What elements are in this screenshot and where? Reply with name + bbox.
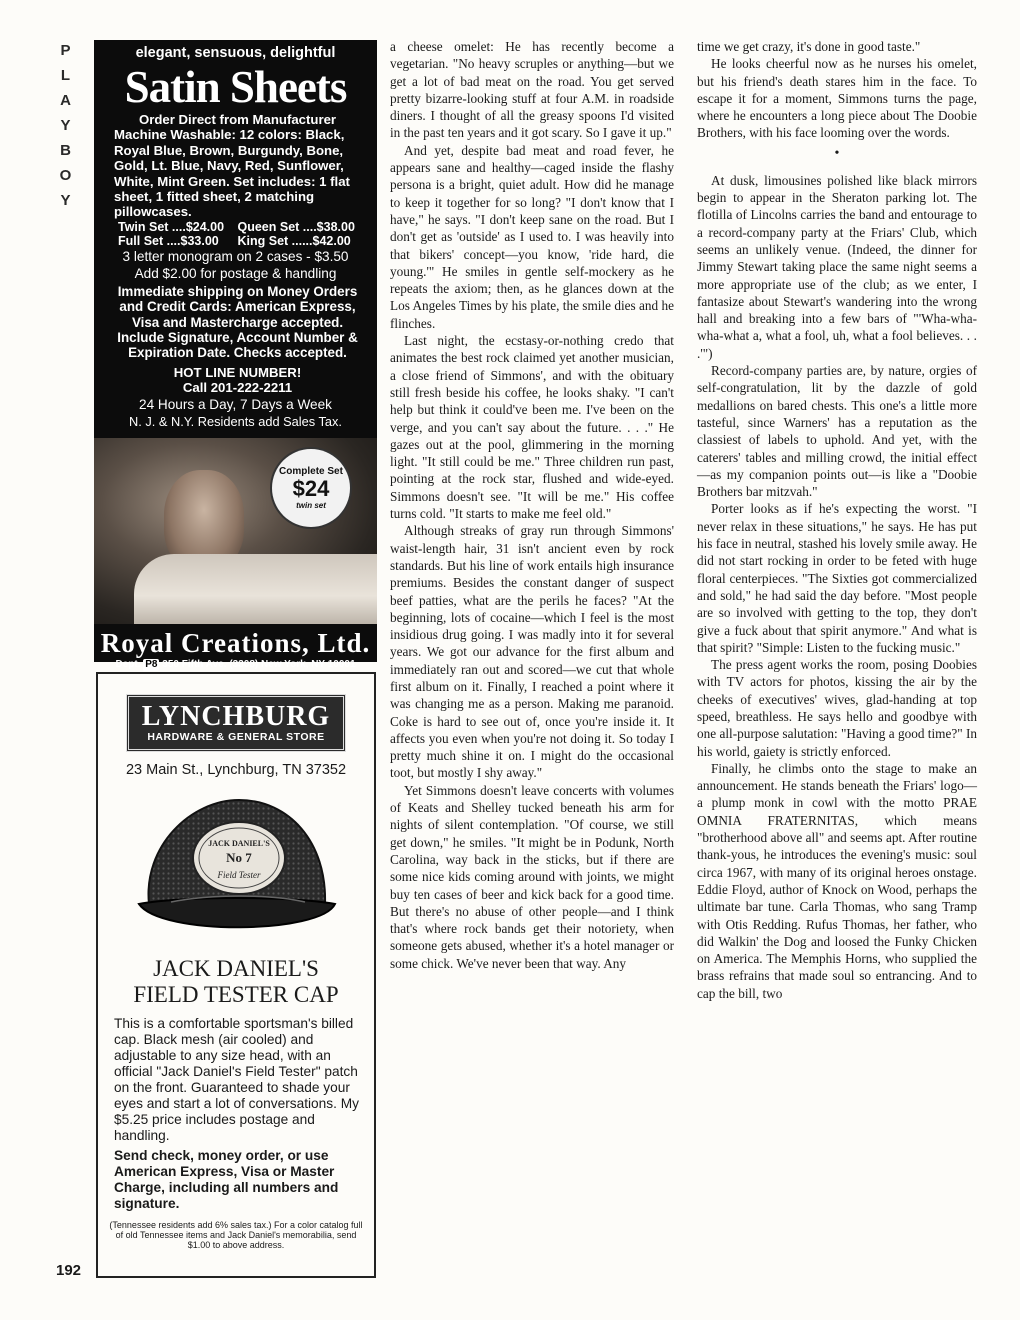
- article-paragraph: And yet, despite bad meat and road fever, he appears sane and healthy—caged inside the flashy persona is a bright, quiet adult. How did he manage to keep it together for so long? "I don't know that I have," he says. "I don't keep sane on the road. But I don't get as 'outside' as I used to. I was heavily into that bikers' concept—you know, 'ride hard, die young.'" He smiles in gentle self-mockery as he repeats the axiom; then, as he glances down at the Los Angeles Times by his plate, the smile dies and he flinches.: [390, 142, 674, 331]
- model-photo: [94, 438, 377, 624]
- product-details: Machine Washable: 12 colors: Black, Royal Blue, Brown, Burgundy, Bone, Gold, Lt. Blue, Navy, Red, Sunflower, White, Mint Green. Set includes: 1 flat sheet, 1 fitted sheet, 2 matching pillowcases.: [114, 127, 350, 220]
- company-name: Royal Creations, Ltd.: [100, 627, 371, 658]
- hotline-heading: HOT LINE NUMBER!: [173, 364, 302, 380]
- postage-note: Add $2.00 for postage & handling: [134, 265, 337, 281]
- price-list: [94, 220, 377, 248]
- ad-title: Satin Sheets: [124, 62, 347, 112]
- cap-title-line1: JACK DANIEL'S: [153, 956, 319, 981]
- burst-price: $24: [292, 475, 330, 501]
- patch-text-2: No 7: [226, 850, 252, 865]
- magazine-name: PLAYBOY: [57, 42, 74, 217]
- satin-sheets-ad: [94, 40, 377, 670]
- patch-text-3: Field Tester: [217, 870, 261, 880]
- store-subtitle: HARDWARE & GENERAL STORE: [147, 731, 325, 743]
- article-paragraph: time we get crazy, it's done in good taste.": [697, 39, 921, 54]
- article-paragraph: Finally, he climbs onto the stage to make an announcement. He stands beneath the Friars' logo—a plump monk in cowl with the motto PRAE OMNIA FRATERNITAS, which means "brotherhood above all" and seems apt. After routine thank-yous, he introduces the evening's music: soul circa 1967, with many of its original heroes onstage. Eddie Floyd, author of Knock on Wood, perhaps the ultimate bar tune. Carla Thomas, who sang Tramp with Otis Redding. Rufus Thomas, her father, who did Walkin' the Dog and loosed the Funky Chicken on America. The Memphis Horns, who supplied the brass refrains that made soul so entrancing. And to cap the bill, two: [697, 760, 977, 1001]
- company-address: [94, 659, 377, 671]
- order-heading: Order Direct from Manufacturer: [138, 112, 337, 127]
- dept-label: Dept.: [115, 658, 141, 670]
- cap-description: This is a comfortable sportsman's billed cap. Black mesh (air cooled) and adjustable to any size head, with an official "Jack Daniel's Field Tester" patch on the front. Guaranteed to shade your eyes and start a lot of conversations. My $5.25 price includes postage and handling.: [114, 1016, 359, 1143]
- cap-image: [121, 786, 351, 946]
- article-paragraph: Last night, the ecstasy-or-nothing credo that animates the best rock claimed yet another musician, a close friend of Simmons', and with the obituary still fresh beside his coffee, he looks shaky. "I can't help but think it could've been me. I've been on the verge, and you can't say about the future. . . ." He gazes out at the pool, glimmering in the morning light. "It still could be me." Three children run past, pointing at the rock star, flushed and wide-eyed. Simmons doesn't see. "It will be me." His coffee turns cold. "It starts to make me feel old.": [390, 333, 674, 522]
- article-paragraph: He looks cheerful now as he nurses his omelet, but his friend's death stares him in the face. To escape it for a moment, Simmons turns the page, where he encounters a long piece about The Doobie Brothers, with his face looming over the words.: [697, 56, 977, 141]
- store-address: 23 Main St., Lynchburg, TN 37352: [125, 762, 347, 778]
- article-paragraph: Although streaks of gray run through Simmons' waist-length hair, 31 isn't ancient even by rock standards. But his line of work entails high insurance premiums. Besides the constant danger of suspect beef patties, what are the perils he faces? "At the beginning, lots of cocaine—which I feel is the most insidious drug going. I was madly into it for several years. We got our advance for the first album and immediately ran out and scored—we cut that whole first album on it. Finally, I reached a point where it was changing me as a person. Making me paranoid. Coke is hard to see out of, once you're inside it. It affects you even when you're not doing it. So today I pretty much shine it on. I might do the occasional toot, but mostly I shy away.": [390, 523, 674, 781]
- store-sign: [126, 694, 346, 752]
- article-paragraph: Record-company parties are, by nature, orgies of self-congratulation, lit by the dazzle of gold medallions on bared chests. This one's a little more tasteful, since Warners' has a reputation as the classiest of labels to uphold. And yet, with the caterers' tables and milling crowd, the initial effect—as my companion points out—is like a "Doobie Brothers bar mitzvah.": [697, 363, 977, 500]
- article-column-1: [390, 38, 674, 972]
- hotline-phone: Call 201-222-2211: [182, 380, 293, 396]
- address-text: 350 Fifth Ave. (3308) New York, NY 10001: [162, 658, 356, 670]
- dept-code: P8: [145, 658, 158, 670]
- satin-sheet-drape: [134, 554, 377, 624]
- price-item: Full Set ....$33.00: [118, 233, 219, 248]
- shipping-info: Immediate shipping on Money Orders and Credit Cards: American Express, Visa and Mastercharge accepted. Include Signature, Account Number & Expiration Date. Checks accepted.: [117, 283, 358, 361]
- burst-note: twin set: [296, 500, 326, 510]
- article-paragraph: Porter looks as if he's expecting the worst. "I never relax in these situations," he says. He has put his face in neutral, stashed his lovely smile away. He did not start rocking in order to be feted with huge floral centerpieces. "The Sixties got commercialized and sold," he had said the day before. "Most people are so involved with getting to the top, they don't give a fuck about that spirit anymore." And what is that spirit? "Simple: Listen to the fucking music.": [697, 501, 977, 655]
- ad-tagline: elegant, sensuous, delightful: [135, 45, 336, 61]
- price-item: Twin Set ....$24.00: [118, 219, 225, 234]
- monogram-offer: 3 letter monogram on 2 cases - $3.50: [122, 248, 349, 264]
- article-column-2: [697, 38, 977, 1002]
- price-burst: [275, 452, 347, 524]
- store-name: LYNCHBURG: [141, 701, 331, 732]
- article-paragraph: The press agent works the room, posing Doobies with TV actors for photos, kissing the air by the cheeks of executives' wives, glad-handing at top speed, breathless. He says hello and goodbye with one all-purpose salutation: "Having a good time?" In his world, gaiety is strictly enforced.: [697, 657, 977, 759]
- cap-title-line2: FIELD TESTER CAP: [133, 982, 339, 1007]
- tax-note: N. J. & N.Y. Residents add Sales Tax.: [129, 413, 342, 429]
- burst-label: Complete Set: [279, 465, 343, 477]
- order-instructions: Send check, money order, or use American Express, Visa or Master Charge, including all numbers and signature.: [114, 1148, 339, 1211]
- lynchburg-ad: [96, 672, 376, 1278]
- price-item: King Set ......$42.00: [237, 233, 351, 248]
- article-paragraph: a cheese omelet: He has recently become a vegetarian. "No heavy scruples or anything—but we get a lot of bad meat on the road. You get served pretty bizarre-looking stuff at four A.M. in roadside diners. I thought of all the greasy spoons I'd visited in the past ten years and it got scary. So I gave it up.": [390, 39, 674, 141]
- price-item: Queen Set ....$38.00: [237, 219, 355, 234]
- article-paragraph: At dusk, limousines polished like black mirrors begin to appear in the Sheraton parking lot. The flotilla of Lincolns carries the band and entourage to a record-company party at the Friars' Club, which seems an unlikely venue. (Indeed, the dinner for Jimmy Stewart taking place the same night seems a more appropriate use of the club; as we enter, I fantasize about Stewart's wandering into the wrong hall and breaking into a few bars of "'Wha-wha-wha-what a, what a fool, uh, what a fool believes. . . .'"): [697, 172, 977, 361]
- patch-text-1: JACK DANIEL'S: [208, 839, 270, 848]
- section-separator: •: [834, 145, 840, 161]
- hours-note: 24 Hours a Day, 7 Days a Week: [139, 396, 332, 412]
- page-number: 192: [56, 1262, 82, 1279]
- article-paragraph: Yet Simmons doesn't leave concerts with volumes of Keats and Shelley tucked beneath his arm for nights of silent contemplation. "Of course, we still get down," he smiles. "It might be in Podunk, North Carolina, way back in the sticks, but if there are some nice kids coming around with joints, we might buy ten cases of beer and kick back for a good time. But there's no abuse of other people—and I think that's where rock bands get their notoriety, when someone gets abused, whether it's a hotel manager or some chick. We've never been that way. Any: [390, 782, 674, 971]
- fine-print: (Tennessee residents add 6% sales tax.) For a color catalog full of old Tennessee items and Jack Daniel's memorabilia, send $1.00 to above address.: [109, 1220, 363, 1250]
